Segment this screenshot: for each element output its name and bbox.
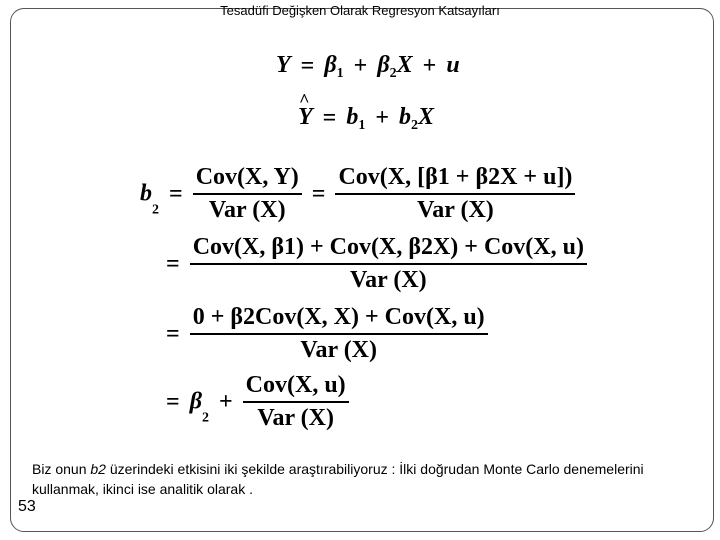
derivation-step-4: = $\beta_2$ + $\frac{\text{Cov(X, u)}}{\text{Var (X)}}$	[162, 372, 349, 432]
fitted-equation: ^ $Y = b_1 + b_2X$	[298, 104, 434, 134]
explanation-text: Biz onun b2 üzerindeki etkisini iki şekilde araştırabiliyoruz : İlki doğrudan Monte Carlo denemelerini kullanmak, ikinci ise analitik olarak .	[32, 461, 644, 497]
fraction-expanded-cov: $\frac{\text{Cov(X, β1) + Cov(X, β2X) + Cov(X, u)}}{\text{Var (X)}}$	[190, 234, 587, 294]
derivation-step-2: = $\frac{\text{Cov(X, β1) + Cov(X, β2X) + Cov(X, u)}}{\text{Var (X)}}$	[162, 234, 587, 294]
derivation-step-3: = $\frac{\text{0 + β2Cov(X, X) + Cov(X, u)}}{\text{Var (X)}}$	[162, 304, 488, 364]
fraction-simplified-cov: $\frac{\text{0 + β2Cov(X, X) + Cov(X, u)}}{\text{Var (X)}}$	[190, 304, 488, 364]
b2-symbol: b2	[90, 461, 106, 477]
fraction-cov-xu: $\frac{\text{Cov(X, u)}}{\text{Var (X)}}$	[243, 372, 349, 432]
model-equation: $Y = \beta_1 + \beta_2X + u$	[276, 52, 460, 81]
fraction-cov-xy: $\frac{\text{Cov(X, Y)}}{\text{Var (X)}}$	[193, 164, 302, 224]
page-number: 53	[18, 498, 36, 515]
fraction-cov-x-model: $\frac{\text{Cov(X, [β1 + β2X + u])}}{\text{Var (X)}}$	[335, 164, 575, 224]
derivation-step-1: $b_2$ = $\frac{\text{Cov(X, Y)}}{\text{Var (X)}}$ = $\frac{\text{Cov(X, [β1 + β2X + u])}}{\text{Var (X)}}$	[140, 164, 575, 224]
slide-title: Tesadüfi Değişken Olarak Regresyon Katsayıları	[220, 3, 500, 18]
